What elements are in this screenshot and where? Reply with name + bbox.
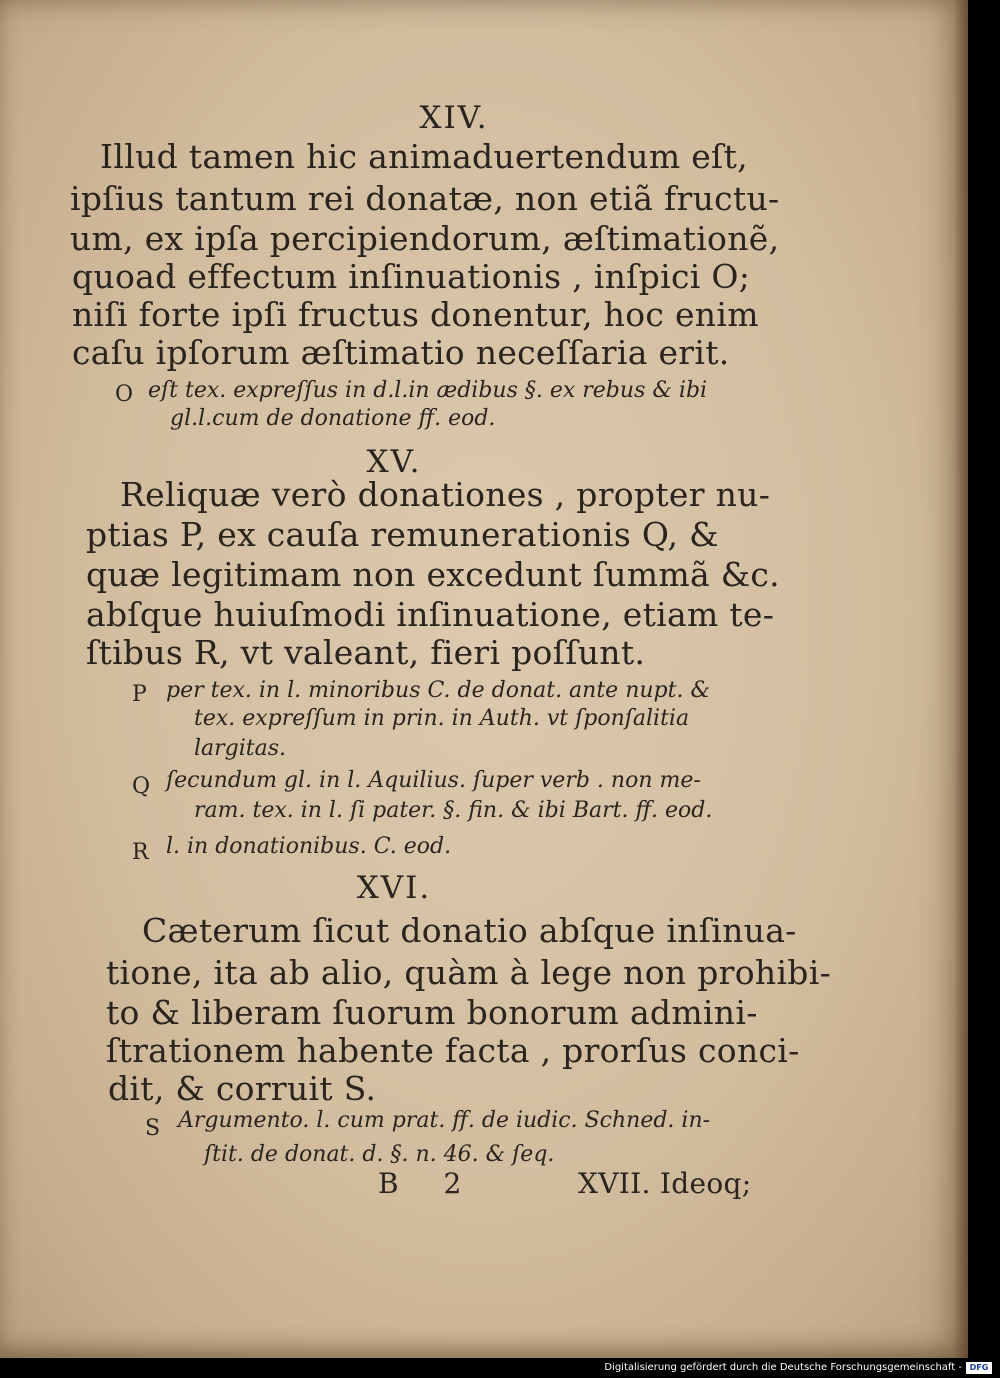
text-line: ſtibus R, vt valeant, fieri poſſunt. — [86, 633, 646, 672]
footnote-marker: S — [145, 1116, 161, 1141]
text-line: ipſius tantum rei donatæ, non etiã fructu- — [70, 179, 780, 218]
footnote-marker: P — [132, 682, 147, 707]
footnote-line: Argumento. l. cum prat. ff. de iudic. Schned. in- — [178, 1108, 711, 1133]
text-line: dit, & corruit S. — [108, 1069, 377, 1108]
footnote-line: l. in donationibus. C. eod. — [166, 834, 452, 859]
text-line: tione, ita ab alio, quàm à lege non prohibi- — [106, 953, 832, 992]
text-line: Illud tamen hic animaduertendum eſt, — [100, 137, 748, 176]
footnote-line: ram. tex. in l. ſi pater. §. fin. & ibi Bart. ff. eod. — [194, 798, 713, 823]
text-line: quoad effectum inſinuationis , inſpici O; — [72, 257, 751, 296]
text-line: niſi forte ipſi fructus donentur, hoc enim — [72, 295, 759, 334]
footnote-line: gl.l.cum de donatione ff. eod. — [170, 406, 496, 431]
section-heading-xiv: XIV. — [419, 100, 489, 136]
text-line: ſtrationem habente facta , prorſus conci- — [106, 1031, 800, 1070]
footnote-marker: Q — [132, 774, 151, 799]
footnote-marker: O — [115, 382, 134, 407]
text-line: Reliquæ verò donationes , propter nu- — [120, 475, 771, 514]
footnote-line: largitas. — [194, 736, 287, 761]
footnote-line: ſtit. de donat. d. §. n. 46. & ſeq. — [204, 1142, 555, 1167]
text-line: caſu ipſorum æſtimatio neceſſaria erit. — [72, 333, 730, 372]
text-line: to & liberam ſuorum bonorum admini- — [106, 993, 758, 1032]
catchword: XVII. Ideoq; — [578, 1167, 752, 1200]
text-line: um, ex ipſa percipiendorum, æſtimationẽ, — [70, 219, 780, 258]
text-line: Cæterum ſicut donatio abſque inſinua- — [142, 911, 797, 950]
footnote-line: ſecundum gl. in l. Aquilius. ſuper verb . non me- — [166, 768, 701, 793]
section-heading-xv: XV. — [366, 444, 422, 480]
digitization-footer — [0, 1358, 1000, 1378]
footnote-line: eſt tex. expreſſus in d.l.in ædibus §. ex rebus & ibi — [148, 378, 708, 403]
signature-mark: B 2 — [378, 1167, 480, 1200]
funding-notice: Digitalisierung gefördert durch die Deutsche Forschungsgemeinschaft - — [604, 1362, 962, 1373]
text-line: quæ legitimam non excedunt ſummã &c. — [86, 555, 780, 594]
footnote-line: per tex. in l. minoribus C. de donat. ante nupt. & — [166, 678, 711, 703]
section-heading-xvi: XVI. — [356, 870, 432, 906]
text-line: ptias P, ex cauſa remunerationis Q, & — [86, 515, 719, 554]
text-line: abſque huiuſmodi inſinuatione, etiam te- — [86, 595, 775, 634]
footnote-line: tex. expreſſum in prin. in Auth. vt ſponſalitia — [194, 706, 690, 731]
dfg-logo[interactable]: DFG — [966, 1362, 992, 1374]
footnote-marker: R — [132, 840, 149, 865]
